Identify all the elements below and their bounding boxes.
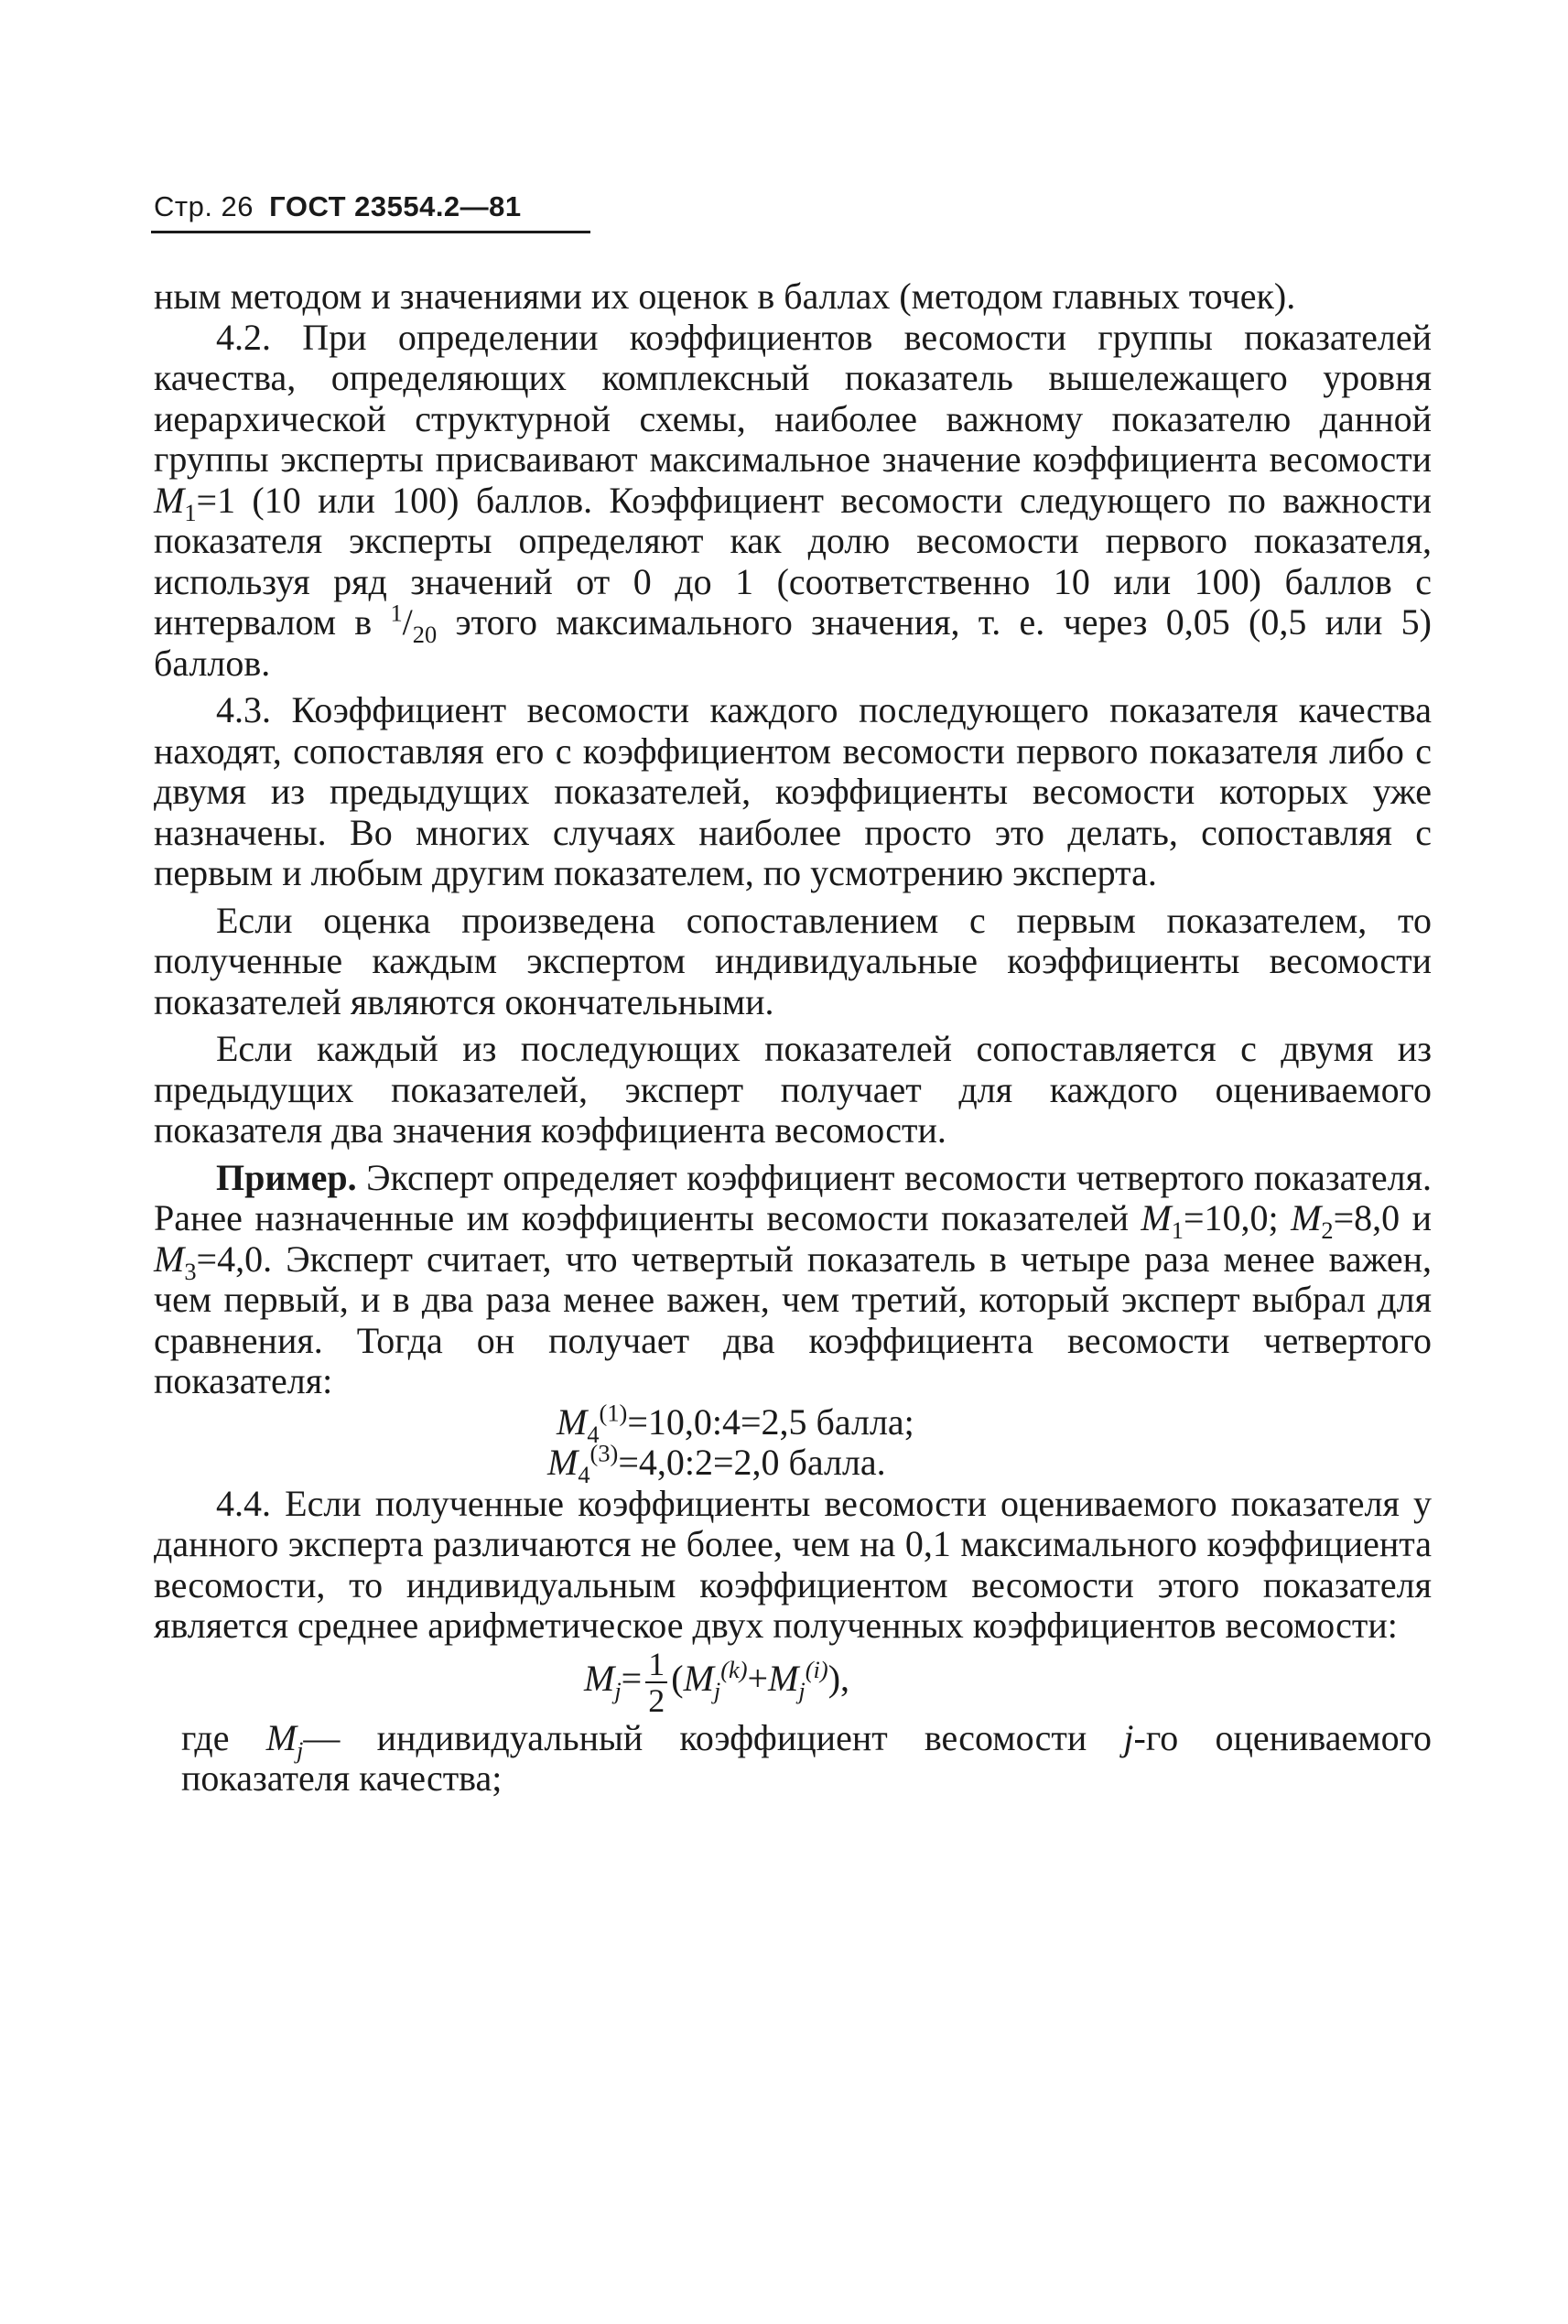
- half-fraction: $\frac{1}{2}$: [645, 1647, 667, 1718]
- formula-m4-3: $M_4^{(3)}=4,0:2=2,0$ балла.: [547, 1439, 886, 1488]
- header-rule: [151, 231, 590, 233]
- where-clause: где $M_j—$ индивидуальный коэффициент весомости j-го оцениваемого показателя качества;: [181, 1716, 1433, 1799]
- formula-mean: $M_j=$ $\frac{1}{2}$ $(M_j^{(k)}+M_j^{(i)})$,: [584, 1645, 850, 1719]
- paragraph-example: Пример. Эксперт определяет коэффициент весомости четвертого показателя. Ранее назначенные им коэффициенты весомости показателей $M_1=10,0$; $M_2=8,0$ и $M_3=4,0$. Эксперт считает, что четвертый показатель в четыре раза менее важен, чем первый, и в два раза менее важен, чем третий, который эксперт выбрал для сравнения. Тогда он получает два коэффициента весомости четвертого показателя:: [154, 1156, 1432, 1401]
- fraction-numerator: 1: [390, 599, 403, 627]
- paragraph-4-4: 4.4. Если полученные коэффициенты весомости оцениваемого показателя у данного эксперта различаются не более, чем на 0,1 максимального коэффициента весомости, то индивидуальным коэффициентом весомости этого показателя является среднее арифметическое двух полученных коэффициентов весомости:: [154, 1482, 1432, 1646]
- fraction-denominator: 20: [412, 621, 438, 648]
- paragraph-continuation: ным методом и значениями их оценок в баллах (методом главных точек).: [154, 276, 1296, 317]
- document-code: ГОСТ 23554.2—81: [269, 190, 522, 222]
- example-label: Пример.: [216, 1156, 357, 1198]
- page-header: [154, 190, 522, 223]
- document-body: [154, 276, 1432, 1800]
- paragraph-first-comparison: Если оценка произведена сопоставлением с первым показателем, то полученные каждым экспертом индивидуальные коэффициенты весомости показателей являются окончательными.: [154, 899, 1432, 1022]
- page-number: Стр. 26: [154, 190, 254, 222]
- paragraph-4-2: 4.2. При определении коэффициентов весомости группы показателей качества, определяющих комплексный показатель вышележащего уровня иерархической структурной схемы, наиболее важному показателю данной группы эксперты присваивают максимальное значение коэффициента весомости $M_1=1$ (10 или 100) баллов. Коэффициент весомости следующего по важности показателя эксперты определяют как долю весомости первого показателя, используя ряд значений от 0 до 1 (соответственно 10 или 100) баллов с интервалом в $^1/_{20}$ этого максимального значения, т. е. через 0,05 (0,5 или 5) баллов.: [154, 316, 1432, 684]
- formula-m4-1: $M_4^{(1)}=10,0:4=2,5$ балла;: [557, 1399, 914, 1448]
- paragraph-4-3: 4.3. Коэффициент весомости каждого последующего показателя качества находят, сопоставляя его с коэффициентом весомости первого показателя либо с двумя из предыдущих показателей, коэффициенты весомости которых уже назначены. Во многих случаях наиболее просто это делать, сопоставляя с первым и любым другим показателем, по усмотрению эксперта.: [154, 689, 1432, 893]
- paragraph-two-comparisons: Если каждый из последующих показателей сопоставляется с двумя из предыдущих показателей, эксперт получает для каждого оцениваемого показателя два значения коэффициента весомости.: [154, 1028, 1432, 1151]
